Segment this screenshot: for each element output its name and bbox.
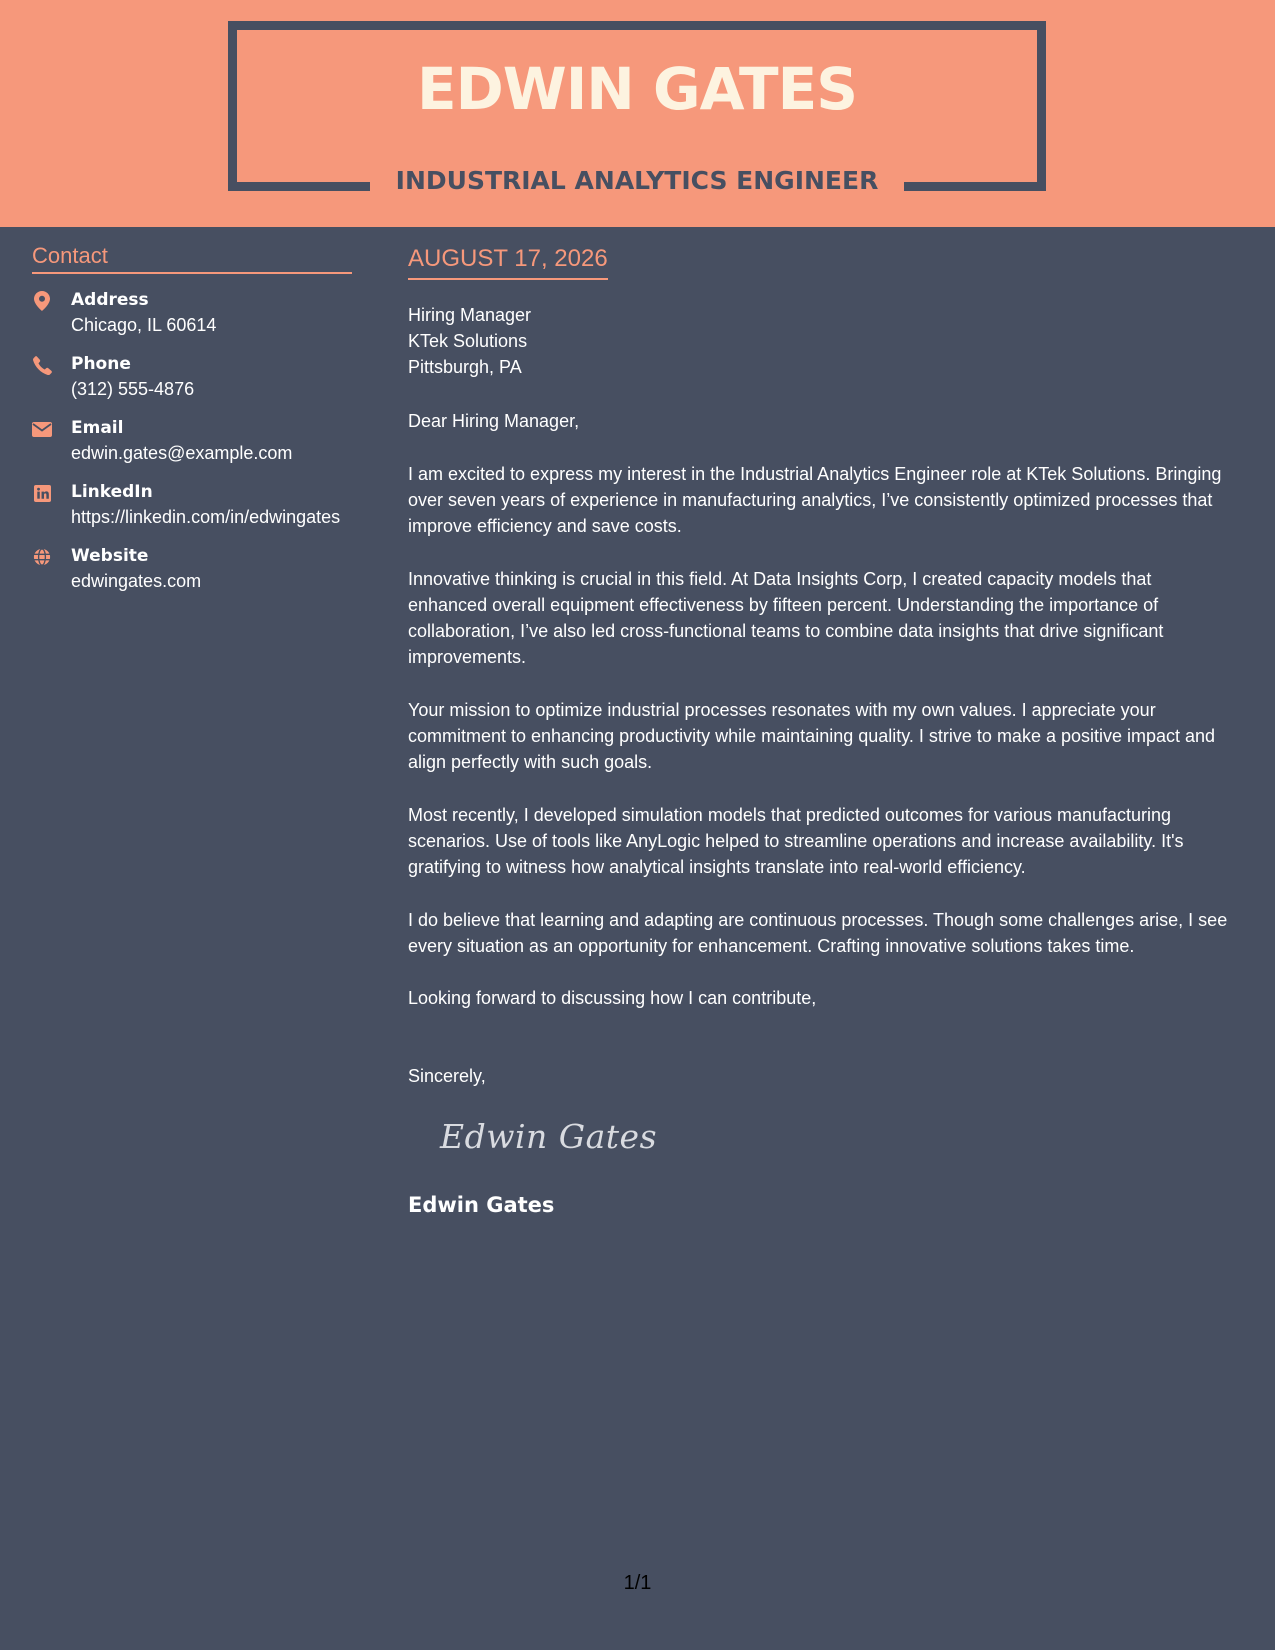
contact-sidebar <box>32 244 352 608</box>
contact-label: LinkedIn <box>71 482 153 503</box>
linkedin-icon <box>32 483 52 503</box>
letter-date: AUGUST 17, 2026 <box>408 246 608 280</box>
signoff: Sincerely, <box>408 1066 486 1087</box>
envelope-icon <box>32 419 52 439</box>
globe-icon <box>32 547 52 567</box>
contact-item-address <box>32 288 352 338</box>
page-number: 1/1 <box>623 1572 652 1594</box>
candidate-name: EDWIN GATES <box>416 55 857 123</box>
salutation: Dear Hiring Manager, <box>408 411 580 432</box>
letter-body <box>408 246 1228 1217</box>
phone-icon <box>32 355 52 375</box>
job-title: INDUSTRIAL ANALYTICS ENGINEER <box>395 166 879 195</box>
contact-label: Website <box>71 546 149 567</box>
recipient-block <box>408 302 1228 380</box>
contact-value: edwin.gates@example.com <box>71 443 293 464</box>
recipient-company: KTek Solutions <box>408 331 528 352</box>
contact-item-linkedin <box>32 480 352 530</box>
letter-paragraph: Innovative thinking is crucial in this field. At Data Insights Corp, I created capacity models that enhanced overall equipment effectiveness by fifteen percent. Understanding the importance of collaboration, I’ve also led cross-functional teams to combine data insights that drive significant improvements. <box>408 568 1164 668</box>
contact-heading: Contact <box>32 244 352 274</box>
letter-paragraph: Most recently, I developed simulation models that predicted outcomes for various manufacturing scenarios. Use of tools like AnyLogic helped to streamline operations and increase availability. It's gratifying to witness how analytical insights translate into real-world efficiency. <box>408 804 1184 878</box>
signer-name: Edwin Gates <box>408 1192 555 1217</box>
contact-value: Chicago, IL 60614 <box>71 315 217 336</box>
contact-label: Phone <box>71 354 131 375</box>
handwritten-signature: Edwin Gates <box>440 1116 658 1156</box>
header-banner <box>0 0 1275 227</box>
letter-paragraph: Your mission to optimize industrial processes resonates with my own values. I appreciate your commitment to enhancing productivity while maintaining quality. I strive to make a positive impact and align perfectly with such goals. <box>408 699 1216 773</box>
contact-item-phone <box>32 352 352 402</box>
closing-line: Looking forward to discussing how I can contribute, <box>408 988 817 1009</box>
contact-label: Email <box>71 418 124 439</box>
contact-value[interactable]: edwingates.com <box>71 571 202 592</box>
contact-item-website <box>32 544 352 594</box>
contact-value[interactable]: https://linkedin.com/in/edwingates <box>71 507 341 528</box>
contact-item-email <box>32 416 352 466</box>
letter-paragraph: I do believe that learning and adapting are continuous processes. Though some challenges arise, I see every situation as an opportunity for enhancement. Crafting innovative solutions takes time. <box>408 909 1228 956</box>
letter-paragraph: I am excited to express my interest in the Industrial Analytics Engineer role at KTek Solutions. Bringing over seven years of experience in manufacturing analytics, I’ve consistently optimized processes that improve efficiency and save costs. <box>408 463 1222 537</box>
map-pin-icon <box>32 291 52 311</box>
contact-label: Address <box>71 290 149 311</box>
recipient-name: Hiring Manager <box>408 305 532 326</box>
recipient-location: Pittsburgh, PA <box>408 357 522 378</box>
contact-value: (312) 555-4876 <box>71 379 195 400</box>
